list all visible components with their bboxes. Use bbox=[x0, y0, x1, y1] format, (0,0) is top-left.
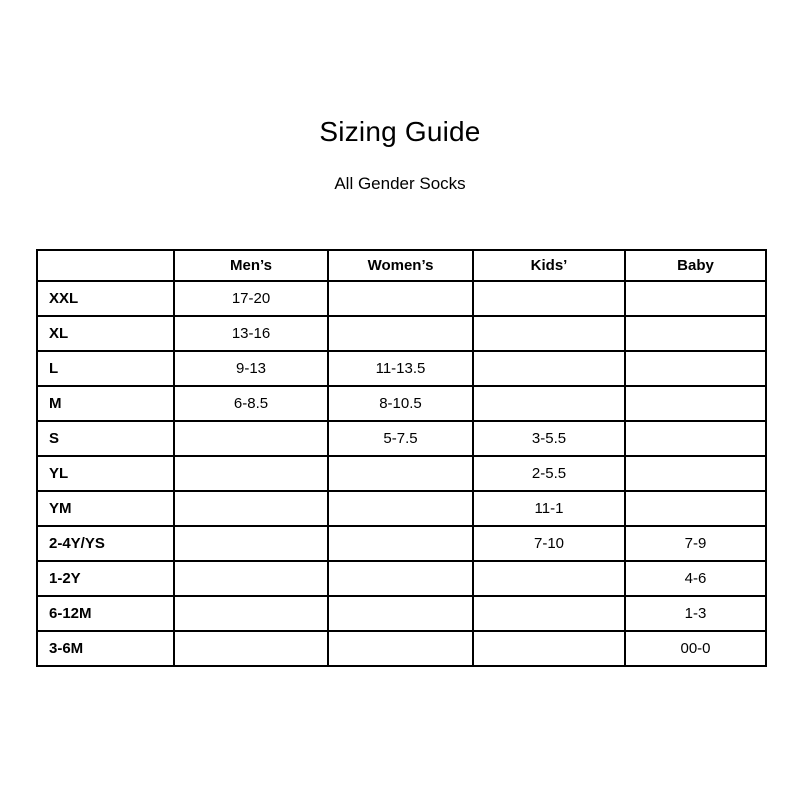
size-cell: 8-10.5 bbox=[328, 386, 473, 421]
size-row-label: YM bbox=[37, 491, 174, 526]
size-cell bbox=[328, 491, 473, 526]
size-cell bbox=[174, 421, 328, 456]
size-cell bbox=[473, 596, 625, 631]
size-row-label: 1-2Y bbox=[37, 561, 174, 596]
table-row bbox=[37, 386, 766, 421]
size-cell: 17-20 bbox=[174, 281, 328, 316]
size-cell bbox=[328, 456, 473, 491]
table-row bbox=[37, 526, 766, 561]
size-cell: 2-5.5 bbox=[473, 456, 625, 491]
size-cell: 9-13 bbox=[174, 351, 328, 386]
size-cell bbox=[473, 316, 625, 351]
size-cell bbox=[328, 526, 473, 561]
size-cell bbox=[174, 456, 328, 491]
size-cell bbox=[625, 281, 766, 316]
column-header-kids: Kids’ bbox=[473, 250, 625, 281]
size-cell bbox=[328, 596, 473, 631]
size-cell bbox=[473, 351, 625, 386]
size-cell: 00-0 bbox=[625, 631, 766, 666]
size-cell: 1-3 bbox=[625, 596, 766, 631]
header-row bbox=[37, 250, 766, 281]
size-row-label: M bbox=[37, 386, 174, 421]
sizing-table bbox=[36, 249, 767, 667]
size-cell: 11-1 bbox=[473, 491, 625, 526]
size-cell: 7-9 bbox=[625, 526, 766, 561]
size-row-label: 3-6M bbox=[37, 631, 174, 666]
size-row-label: S bbox=[37, 421, 174, 456]
size-cell bbox=[174, 561, 328, 596]
size-cell bbox=[328, 316, 473, 351]
size-row-label: XL bbox=[37, 316, 174, 351]
size-cell bbox=[625, 456, 766, 491]
size-cell bbox=[473, 281, 625, 316]
table-row bbox=[37, 631, 766, 666]
size-cell bbox=[625, 351, 766, 386]
table-row bbox=[37, 316, 766, 351]
column-header-mens: Men’s bbox=[174, 250, 328, 281]
size-cell: 13-16 bbox=[174, 316, 328, 351]
size-cell bbox=[174, 596, 328, 631]
size-cell: 11-13.5 bbox=[328, 351, 473, 386]
size-cell bbox=[174, 631, 328, 666]
table-row bbox=[37, 491, 766, 526]
size-cell bbox=[328, 281, 473, 316]
size-row-label: L bbox=[37, 351, 174, 386]
size-cell bbox=[328, 561, 473, 596]
size-row-label: 2-4Y/YS bbox=[37, 526, 174, 561]
size-cell bbox=[625, 316, 766, 351]
size-cell: 5-7.5 bbox=[328, 421, 473, 456]
table-row bbox=[37, 351, 766, 386]
table-row bbox=[37, 596, 766, 631]
table-row bbox=[37, 561, 766, 596]
size-cell bbox=[625, 491, 766, 526]
size-cell bbox=[473, 561, 625, 596]
size-cell bbox=[473, 386, 625, 421]
size-cell bbox=[625, 386, 766, 421]
size-cell bbox=[174, 526, 328, 561]
size-cell: 6-8.5 bbox=[174, 386, 328, 421]
column-header-baby: Baby bbox=[625, 250, 766, 281]
size-cell bbox=[174, 491, 328, 526]
size-cell: 3-5.5 bbox=[473, 421, 625, 456]
table-row bbox=[37, 421, 766, 456]
table-row bbox=[37, 281, 766, 316]
size-cell bbox=[625, 421, 766, 456]
size-cell bbox=[473, 631, 625, 666]
size-cell: 4-6 bbox=[625, 561, 766, 596]
size-row-label: 6-12M bbox=[37, 596, 174, 631]
table-row bbox=[37, 456, 766, 491]
page-title: Sizing Guide bbox=[319, 116, 481, 147]
size-row-label: XXL bbox=[37, 281, 174, 316]
size-row-label: YL bbox=[37, 456, 174, 491]
column-header-womens: Women’s bbox=[328, 250, 473, 281]
size-cell: 7-10 bbox=[473, 526, 625, 561]
size-cell bbox=[328, 631, 473, 666]
page-subtitle: All Gender Socks bbox=[334, 174, 466, 193]
column-header-blank bbox=[37, 250, 174, 281]
